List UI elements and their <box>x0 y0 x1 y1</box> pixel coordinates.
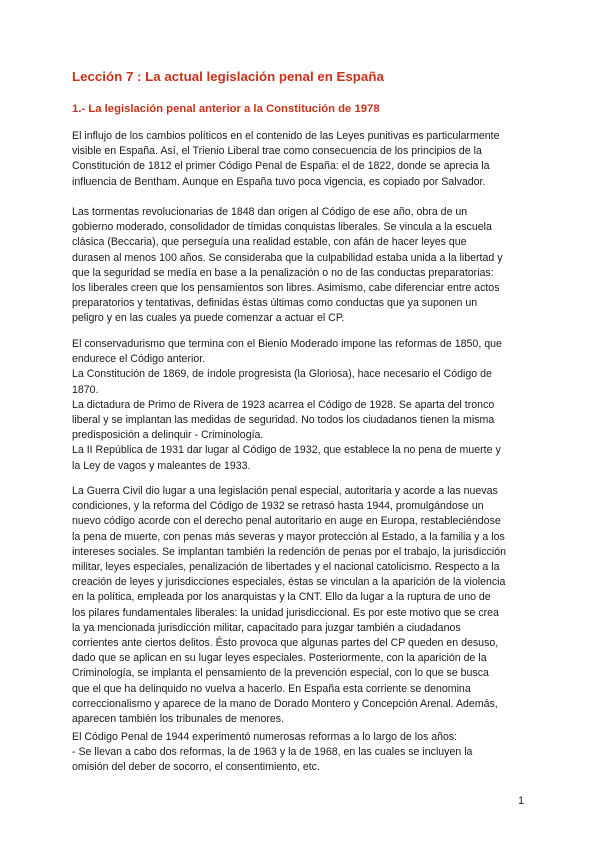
paragraph-line: los pilares fundamentales liberales: la unidad jurisdiccional. Es por este motivo que se crea <box>72 606 499 619</box>
paragraph-line: creación de leyes y jurisdicciones especiales, éstas se vinculan a la aparición de la violencia <box>72 576 506 589</box>
paragraph <box>72 730 532 776</box>
paragraph-line: dado que se aplican en su lugar leyes especiales. Posteriormente, con la aparición de la <box>72 652 487 665</box>
paragraph-line: La Constitución de 1869, de índole progresista (la Gloriosa), hace necesario el Código de <box>72 368 492 381</box>
paragraph-line: nuevo código acorde con el derecho penal autoritario en auge en Europa, restableciéndose <box>72 515 501 528</box>
paragraph-line: Las tormentas revolucionarias de 1848 dan origen al Código de ese año, obra de un <box>72 206 468 218</box>
paragraph-line: preparatorios y tentativas, definidas éstas últimas como conductas que ya suponen un <box>72 297 478 310</box>
paragraph-line: El influjo de los cambios políticos en el contenido de las Leyes punitivas es particularmente <box>72 130 500 142</box>
paragraph-line: omisión del deber de socorro, el consentimiento, etc. <box>72 761 320 774</box>
paragraph-line: Constitución de 1812 el primer Código Penal de España: el de 1822, donde se aprecia la <box>72 160 490 173</box>
paragraph-line: en la política, empleada por los anarquistas y la CNT. Ello da lugar a la ruptura de uno de <box>72 591 491 604</box>
paragraph-line: intereses sociales. Se implantan también la redención de penas por el trabajo, la jurisdicción <box>72 545 507 558</box>
paragraph-line: aparecen también los tribunales de menores. <box>72 713 284 726</box>
paragraph-line: correccionalismo y aparece de la mano de Dorado Montero y Concepción Arenal. Además, <box>72 697 498 710</box>
paragraph-line: El Código Penal de 1944 experimentó numerosas reformas a lo largo de los años: <box>72 731 458 743</box>
paragraph-line: La II República de 1931 dar lugar al Código de 1932, que establece la no pena de muerte y <box>72 444 501 457</box>
paragraph-line: que la seguridad se medía en base a la penalización o no de las conductas preparatorias: <box>72 266 494 279</box>
page-number: 1 <box>518 795 524 807</box>
paragraph-line: visible en España. Así, el Trienio Liberal trae como consecuencia de los principios de la <box>72 145 482 158</box>
paragraph-line: endurece el Código anterior. <box>72 353 206 366</box>
paragraph <box>72 205 532 327</box>
page-title: Lección 7 : La actual legislación penal en España <box>72 69 384 84</box>
paragraph-line: los liberales creen que los pensamientos son libres. Asimismo, cabe diferenciar entre actos <box>72 282 500 295</box>
paragraph-line: clásica (Beccaria), que perseguía una realidad estable, con afán de hacer leyes que <box>72 236 467 249</box>
paragraph-line: Criminología, se implanta el pensamiento de la prevención especial, con lo que se busca <box>72 667 489 680</box>
section-heading: 1.- La legislación penal anterior a la Constitución de 1978 <box>72 103 380 115</box>
paragraph-line: corrientes ante ciertos delitos. Ésto provoca que algunas partes del CP queden en desuso, <box>72 637 499 650</box>
paragraph-line: La Guerra Civil dio lugar a una legislación penal especial, autoritaria y acorde a las nuevas <box>72 485 498 497</box>
paragraph-line: condiciones, y la reforma del Código de 1932 se retrasó hasta 1944, promulgándose un <box>72 500 484 513</box>
paragraph-line: peligro y en las cuales ya puede comenzar a actuar el CP. <box>72 312 345 325</box>
paragraph-line: la Ley de vagos y maleantes de 1933. <box>72 459 251 472</box>
paragraph <box>72 337 532 474</box>
paragraph-line: militar, leyes especiales, penalización de libertades y el nacional catolicismo. Respecto a la <box>72 561 500 574</box>
paragraph-line: gobierno moderado, consolidador de tímidas conquistas liberales. Se vincula a la escuela <box>72 221 492 234</box>
paragraph-line: la ya mencionada jurisdicción militar, capacitado para juzgar también a ciudadanos <box>72 621 461 634</box>
paragraph-line: - Se llevan a cabo dos reformas, la de 1963 y la de 1968, en las cuales se incluyen la <box>72 746 473 759</box>
paragraph-line: influencia de Bentham. Aunque en España tuvo poca vigencia, es copiado por Salvador. <box>72 175 486 188</box>
paragraph-line: liberal y se implantan las medidas de seguridad. No todos los ciudadanos tienen la misma <box>72 414 495 427</box>
paragraph-line: la pena de muerte, con penas más severas y mayor protección al Estado, a la familia y a los <box>72 530 505 543</box>
paragraph-line: La dictadura de Primo de Rivera de 1923 acarrea el Código de 1928. Se aparta del tronco <box>72 398 495 411</box>
paragraph <box>72 129 532 190</box>
paragraph-line: predisposición a delinquir - Criminología. <box>72 429 264 442</box>
paragraph <box>72 484 532 727</box>
paragraph-line: durasen al menos 100 años. Se consideraba que la culpabilidad estaba unida a la libertad y <box>72 251 503 264</box>
paragraph-line: El conservadurismo que termina con el Bienio Moderado impone las reformas de 1850, que <box>72 338 502 350</box>
paragraph-line: que el que ha delinquido no vuelva a hacerlo. En España esta corriente se denomina <box>72 682 471 695</box>
paragraph-line: 1870. <box>72 383 99 396</box>
